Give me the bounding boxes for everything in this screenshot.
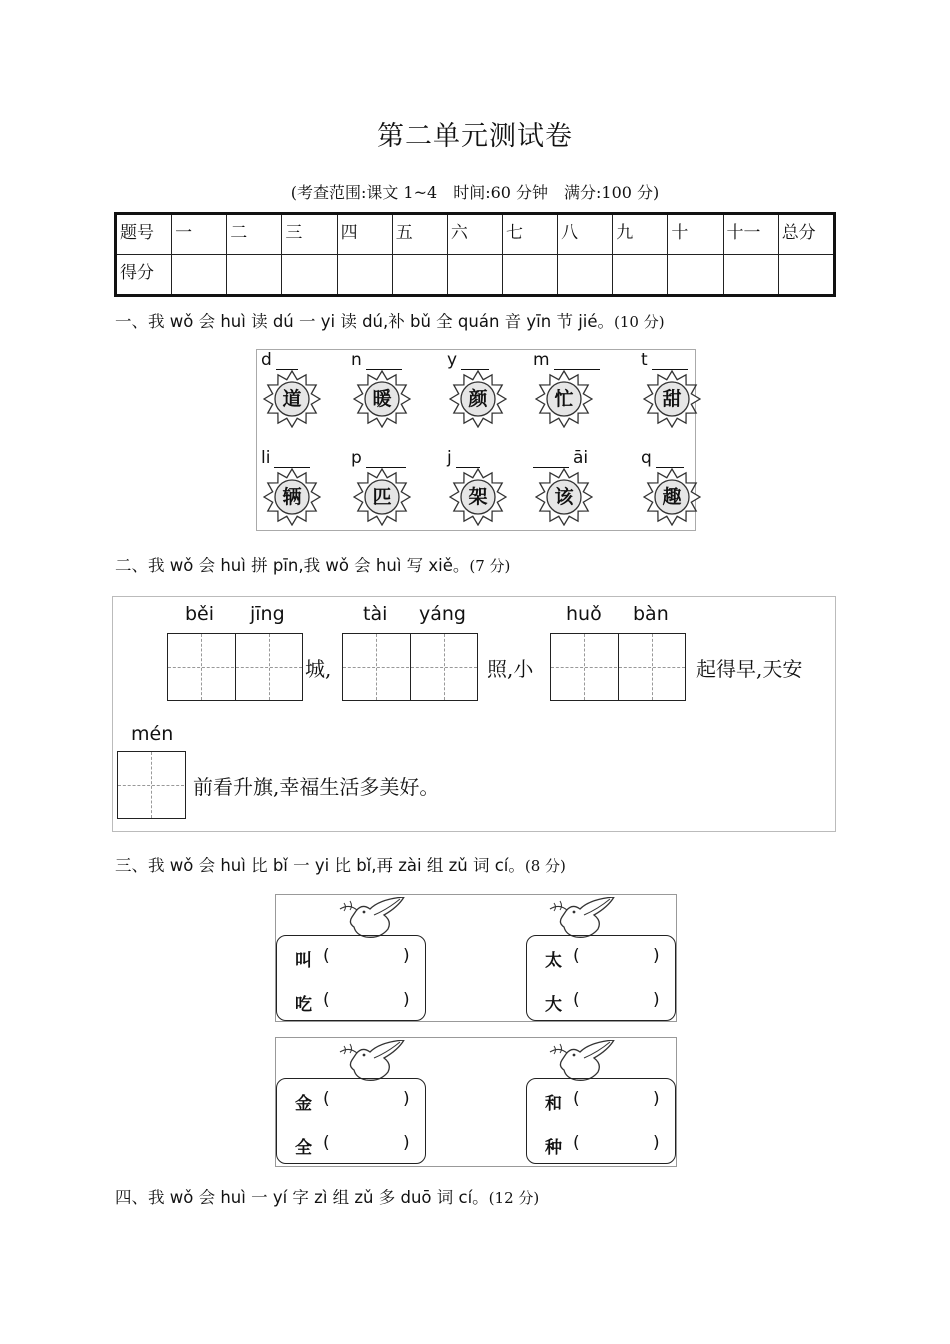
section-1-points: (10 分) (614, 313, 665, 331)
sun-badge-icon (263, 468, 321, 526)
score-input-cell[interactable] (613, 255, 668, 296)
q2-box (112, 596, 836, 832)
q1-character: 颜 (468, 388, 488, 410)
pinyin-ban: bàn (633, 603, 669, 625)
sun-badge-icon (535, 468, 593, 526)
q3-char: 金 (295, 1094, 312, 1114)
bracket-open: ( (573, 946, 580, 966)
bracket-close: ) (403, 990, 410, 1010)
q1-item (641, 448, 713, 528)
section-1-label: 一、我 wǒ 会 huì 读 dú 一 yi 读 dú,补 bǔ 全 quán 音 yīn 节 jié。 (115, 312, 615, 331)
pinyin-hint: āi (573, 448, 589, 468)
q1-item (447, 448, 519, 528)
q1-item (351, 350, 423, 430)
pinyin-hint: d (261, 350, 272, 370)
sun-badge-icon (449, 370, 507, 428)
sun-badge-icon (643, 370, 701, 428)
sun-badge-icon (535, 370, 593, 428)
bracket-open: ( (323, 1133, 330, 1153)
answer-line[interactable] (366, 451, 406, 468)
section-4-heading (115, 1184, 539, 1208)
writing-grid-huoban[interactable] (550, 633, 686, 701)
bracket-close: ) (653, 1089, 660, 1109)
section-3-heading (115, 852, 566, 876)
q1-item (533, 350, 605, 430)
q1-character: 道 (282, 388, 302, 410)
q1-item (447, 350, 519, 430)
q3-char: 吃 (295, 995, 312, 1015)
page-title: 第二单元测试卷 (377, 121, 573, 152)
pinyin-blank[interactable] (351, 448, 406, 468)
section-2-heading (115, 552, 510, 576)
text-zhao-xiao: 照,小 (487, 657, 534, 681)
score-input-cell[interactable] (172, 255, 227, 296)
text-qi-de-zao: 起得早,天安 (696, 657, 803, 681)
score-input-cell[interactable] (502, 255, 557, 296)
answer-line[interactable] (554, 353, 600, 370)
bracket-open: ( (323, 1089, 330, 1109)
sun-badge-icon (449, 468, 507, 526)
writing-grid-beijing[interactable] (167, 633, 303, 701)
pinyin-blank[interactable] (641, 448, 684, 468)
pinyin-hint: li (261, 448, 271, 468)
q3-pair-3 (276, 1078, 426, 1164)
score-header-cell: 四 (337, 214, 392, 255)
answer-line[interactable] (276, 353, 298, 370)
pinyin-tai: tài (363, 603, 388, 625)
score-header-cell: 九 (613, 214, 668, 255)
q3-char: 叫 (295, 951, 312, 971)
score-header-cell: 六 (447, 214, 502, 255)
q3-char: 和 (545, 1094, 562, 1114)
score-header-cell: 七 (502, 214, 557, 255)
pinyin-bei: běi (185, 603, 215, 625)
writing-grid-men[interactable] (117, 751, 186, 819)
bracket-close: ) (403, 946, 410, 966)
pinyin-jing: jīng (250, 603, 285, 625)
writing-grid-taiyang[interactable] (342, 633, 478, 701)
q1-item (351, 448, 423, 528)
answer-line[interactable] (656, 451, 684, 468)
q1-character: 架 (468, 486, 488, 508)
score-input-cell[interactable] (227, 255, 282, 296)
score-header-cell: 五 (392, 214, 447, 255)
score-input-cell[interactable] (723, 255, 778, 296)
score-header-cell: 十 (668, 214, 723, 255)
pinyin-hint: m (533, 350, 550, 370)
q3-pair-4 (526, 1078, 676, 1164)
section-1-heading (115, 308, 665, 332)
q3-box-2 (275, 1037, 677, 1167)
pinyin-hint: p (351, 448, 362, 468)
q1-character: 匹 (372, 486, 392, 508)
answer-line[interactable] (366, 353, 402, 370)
pinyin-men: mén (131, 723, 174, 745)
score-input-cell[interactable] (778, 255, 834, 296)
q1-character: 趣 (662, 486, 682, 508)
score-header-cell: 十一 (723, 214, 778, 255)
page-subtitle: (考查范围:课文 1~4 时间:60 分钟 满分:100 分) (290, 183, 660, 202)
pinyin-blank[interactable] (533, 448, 588, 468)
section-2-label: 二、我 wǒ 会 huì 拼 pīn,我 wǒ 会 huì 写 xiě。 (115, 556, 470, 575)
section-4-label: 四、我 wǒ 会 huì 一 yí 字 zì 组 zǔ 多 duō 词 cí。 (115, 1188, 489, 1207)
score-input-cell[interactable] (668, 255, 723, 296)
section-3-label: 三、我 wǒ 会 huì 比 bǐ 一 yi 比 bǐ,再 zài 组 zǔ 词 cí。 (115, 856, 525, 875)
score-header-cell: 一 (172, 214, 227, 255)
score-header-cell: 题号 (116, 214, 172, 255)
sun-badge-icon (353, 468, 411, 526)
sun-badge-icon (353, 370, 411, 428)
q3-char: 大 (545, 995, 562, 1015)
score-header-cell: 总分 (778, 214, 834, 255)
text-qian-kan: 前看升旗,幸福生活多美好。 (193, 775, 440, 799)
score-input-cell[interactable] (558, 255, 613, 296)
q3-pair-1 (276, 935, 426, 1021)
pinyin-hint: j (447, 448, 452, 468)
bracket-open: ( (573, 1133, 580, 1153)
pinyin-blank[interactable] (641, 350, 688, 370)
score-input-cell[interactable] (447, 255, 502, 296)
answer-line[interactable] (533, 451, 569, 468)
score-table (114, 212, 836, 297)
bracket-close: ) (653, 946, 660, 966)
answer-line[interactable] (652, 353, 688, 370)
score-header-cell: 二 (227, 214, 282, 255)
q1-character: 该 (554, 486, 574, 508)
q1-character: 暖 (372, 388, 392, 410)
q3-char: 太 (545, 951, 562, 971)
score-row-label: 得分 (116, 255, 172, 296)
q1-box (256, 349, 696, 531)
q3-char: 全 (295, 1138, 312, 1158)
pinyin-hint: n (351, 350, 362, 370)
score-header-cell: 三 (282, 214, 337, 255)
answer-line[interactable] (461, 353, 489, 370)
pinyin-blank[interactable] (261, 350, 298, 370)
sun-badge-icon (263, 370, 321, 428)
q3-pair-2 (526, 935, 676, 1021)
pinyin-blank[interactable] (447, 350, 489, 370)
q3-box-1 (275, 894, 677, 1022)
bracket-open: ( (323, 990, 330, 1010)
section-4-points: (12 分) (488, 1189, 540, 1207)
score-table-score-row (116, 255, 835, 296)
bracket-open: ( (323, 946, 330, 966)
section-2-points: (7 分) (469, 557, 511, 575)
bracket-open: ( (573, 990, 580, 1010)
pinyin-hint: y (447, 350, 458, 370)
answer-line[interactable] (274, 451, 310, 468)
score-input-cell[interactable] (282, 255, 337, 296)
q1-item (261, 448, 333, 528)
score-input-cell[interactable] (337, 255, 392, 296)
bracket-close: ) (403, 1089, 410, 1109)
q1-character: 忙 (554, 388, 574, 410)
q1-character: 甜 (662, 388, 682, 410)
section-3-points: (8 分) (524, 857, 566, 875)
sun-badge-icon (643, 468, 701, 526)
answer-line[interactable] (456, 451, 480, 468)
pinyin-yang: yáng (419, 603, 466, 625)
bracket-close: ) (403, 1133, 410, 1153)
q3-char: 种 (545, 1138, 562, 1158)
bracket-close: ) (653, 990, 660, 1010)
pinyin-blank[interactable] (261, 448, 310, 468)
pinyin-blank[interactable] (351, 350, 402, 370)
q1-item (261, 350, 333, 430)
text-cheng: 城, (305, 657, 332, 681)
score-input-cell[interactable] (392, 255, 447, 296)
pinyin-hint: t (641, 350, 648, 370)
bracket-close: ) (653, 1133, 660, 1153)
pinyin-blank[interactable] (533, 350, 600, 370)
score-header-cell: 八 (558, 214, 613, 255)
q1-item (641, 350, 713, 430)
score-table-header-row (116, 214, 835, 255)
pinyin-blank[interactable] (447, 448, 480, 468)
pinyin-hint: q (641, 448, 652, 468)
bracket-open: ( (573, 1089, 580, 1109)
q1-character: 辆 (282, 486, 302, 508)
q1-item (533, 448, 605, 528)
pinyin-huo: huǒ (566, 603, 602, 625)
